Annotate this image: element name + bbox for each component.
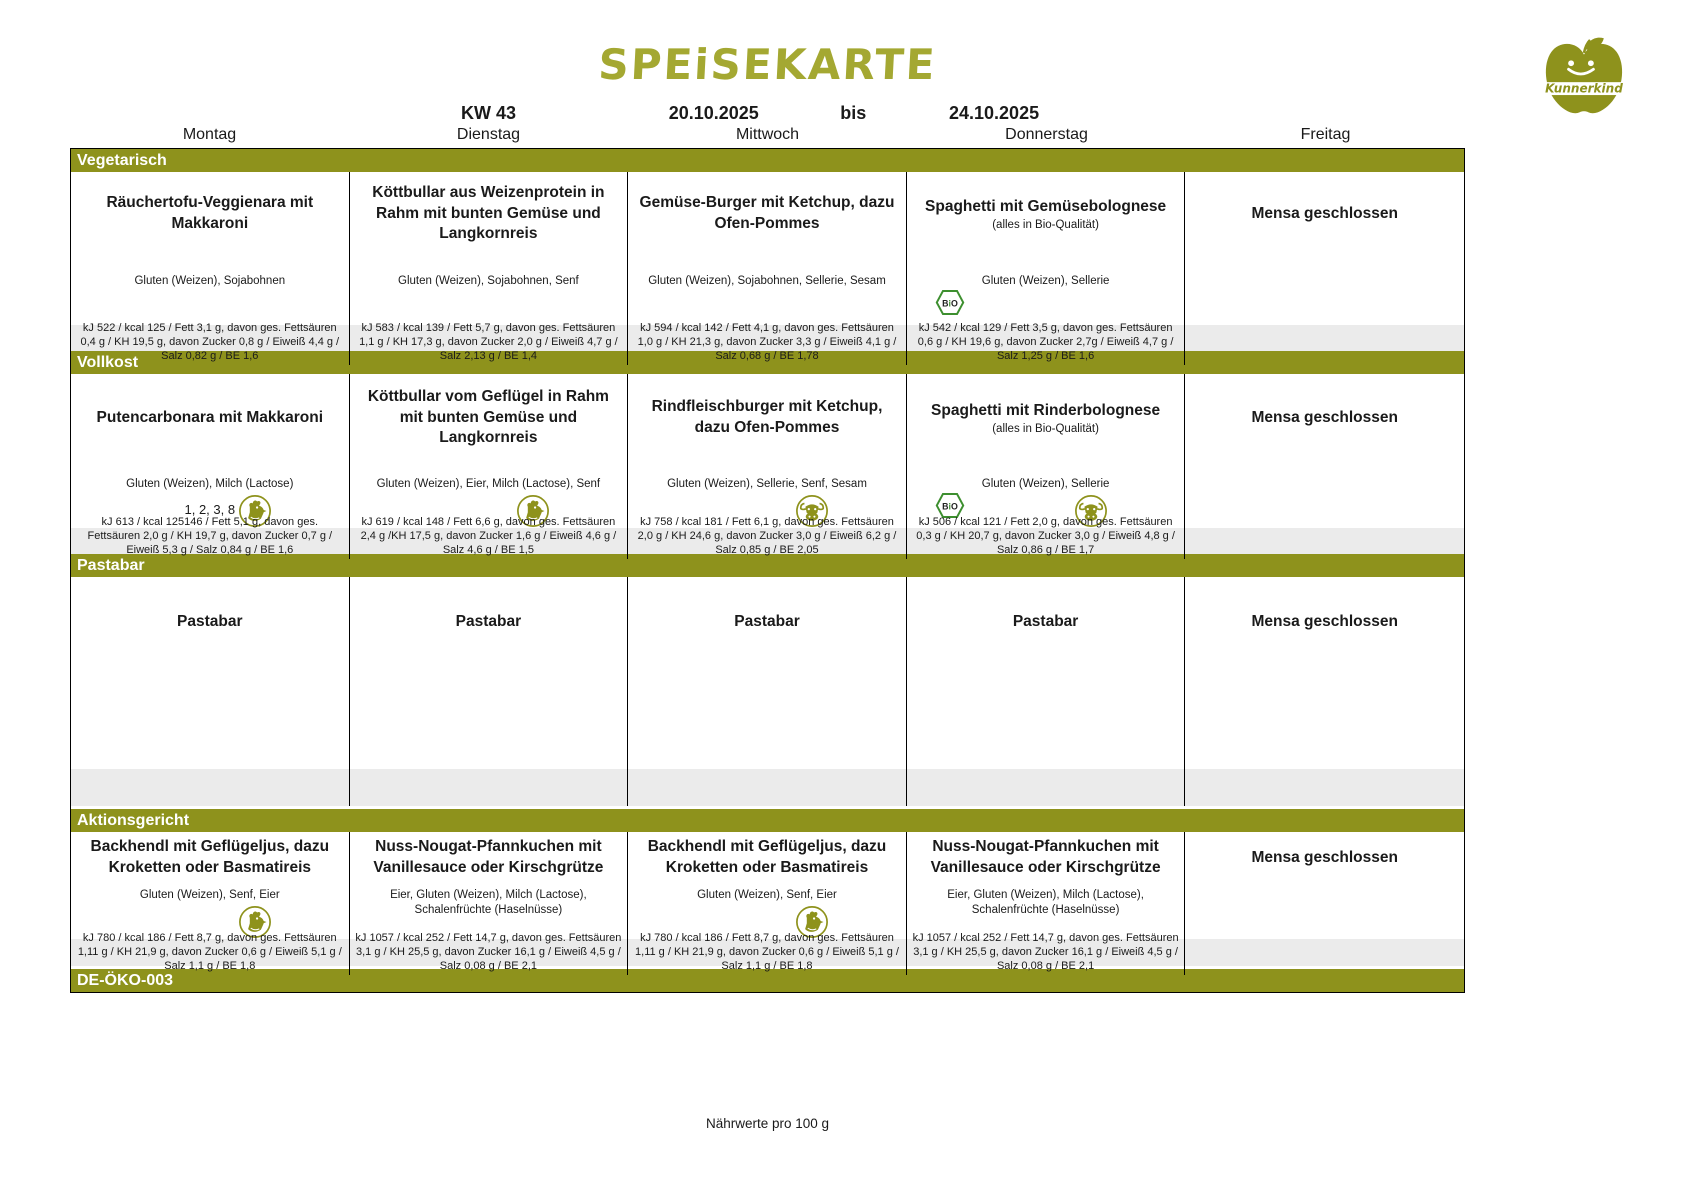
dish-title: Nuss-Nougat-Pfannkuchen mit Vanillesauce oder Kirschgrütze bbox=[930, 838, 1161, 876]
allergen-list: Eier, Gluten (Weizen), Milch (Lactose), Schalenfrüchte (Haselnüsse) bbox=[947, 889, 1144, 916]
dish-title: Spaghetti mit Gemüsebolognese bbox=[925, 197, 1167, 215]
dish-title: Gemüse-Burger mit Ketchup, dazu Ofen-Pommes bbox=[639, 194, 895, 232]
dish-title-box bbox=[638, 172, 896, 256]
menu-cell bbox=[628, 577, 907, 769]
menu-cell bbox=[350, 172, 629, 325]
closed-label: Mensa geschlossen bbox=[1251, 204, 1398, 222]
dish-title-box bbox=[638, 832, 896, 884]
nutrition-info: kJ 583 / kcal 139 / Fett 5,7 g, davon ges. Fettsäuren 1,1 g / KH 17,3 g, davon Zucker 2,0 g / Eiweiß 4,7 g / Salz 2,13 g / BE 1,4 bbox=[350, 319, 629, 365]
dish-title: Pastabar bbox=[177, 612, 243, 630]
allergen-list: Gluten (Weizen), Sellerie bbox=[981, 275, 1110, 287]
nutrition-info: kJ 780 / kcal 186 / Fett 8,7 g, davon ges. Fettsäuren 1,11 g / KH 21,9 g, davon Zucker 0,6 g / Eiweiß 5,1 g / Salz 1,1 g / BE 1,8 bbox=[71, 929, 350, 975]
dish-title: Nuss-Nougat-Pfannkuchen mit Vanillesauce oder Kirschgrütze bbox=[373, 838, 604, 876]
menu-cell bbox=[71, 172, 350, 325]
dish-title: Backhendl mit Geflügeljus, dazu Kroketten oder Basmatireis bbox=[90, 838, 330, 876]
dish-title-box bbox=[360, 374, 618, 462]
section-band-voll-label: Vollkost bbox=[77, 353, 139, 371]
menu-cell bbox=[628, 832, 907, 939]
menu-cell bbox=[350, 374, 629, 528]
dish-title-box bbox=[638, 374, 896, 462]
dish-title-box bbox=[81, 832, 339, 884]
dish-title: Putencarbonara mit Makkaroni bbox=[96, 408, 324, 426]
allergen-list: Gluten (Weizen), Sellerie bbox=[981, 478, 1110, 490]
allergen-list: Gluten (Weizen), Senf, Eier bbox=[697, 889, 837, 901]
nutrition-row-voll bbox=[71, 513, 1464, 557]
nutrition-info: kJ 594 / kcal 142 / Fett 4,1 g, davon ges. Fettsäuren 1,0 g / KH 21,3 g, davon Zucker 3,3 g / Eiweiß 4,1 g / Salz 0,68 g / BE 1,78 bbox=[628, 319, 907, 365]
page-title: SPEiSEKARTE bbox=[597, 40, 938, 89]
allergen-list: Gluten (Weizen), Sojabohnen, Sellerie, Sesam bbox=[648, 275, 886, 287]
nutrition-info: kJ 542 / kcal 129 / Fett 3,5 g, davon ges. Fettsäuren 0,6 g / KH 19,6 g, davon Zucker 2,7g / Eiweiß 4,7 g / Salz 1,25 g / BE 1,6 bbox=[907, 319, 1186, 365]
dish-title: Backhendl mit Geflügeljus, dazu Kroketten oder Basmatireis bbox=[647, 838, 887, 876]
menu-cell bbox=[350, 577, 629, 769]
section-band-veg bbox=[71, 149, 1464, 172]
dish-title: Rindfleischburger mit Ketchup, dazu Ofen-Pommes bbox=[651, 398, 883, 436]
dish-title: Köttbullar vom Geflügel in Rahm mit bunten Gemüse und Langkornreis bbox=[367, 387, 609, 447]
dish-title-box bbox=[917, 577, 1175, 667]
dish-title-box bbox=[1195, 832, 1454, 884]
menu-cell-closed bbox=[1185, 577, 1464, 769]
dish-title-box bbox=[917, 832, 1175, 884]
menu-cell bbox=[628, 172, 907, 325]
nutrition-info: kJ 506 / kcal 121 / Fett 2,0 g, davon ges. Fettsäuren 0,3 g / KH 20,7 g, davon Zucker 3,0 g / Eiweiß 4,8 g / Salz 0,86 g / BE 1,7 bbox=[907, 513, 1186, 559]
section-band-akt bbox=[71, 809, 1464, 832]
menu-cell bbox=[907, 832, 1186, 939]
company-logo bbox=[1532, 34, 1636, 120]
menu-table bbox=[70, 148, 1465, 993]
nutrition-info: kJ 780 / kcal 186 / Fett 8,7 g, davon ges. Fettsäuren 1,11 g / KH 21,9 g, davon Zucker 0,6 g / Eiweiß 5,1 g / Salz 1,1 g / BE 1,8 bbox=[628, 929, 907, 975]
dish-title-box bbox=[360, 577, 618, 667]
date-from: 20.10.2025 bbox=[668, 103, 759, 123]
allergen-list: Gluten (Weizen), Sojabohnen bbox=[134, 275, 286, 287]
closed-label: Mensa geschlossen bbox=[1251, 612, 1398, 630]
menu-cell bbox=[907, 374, 1186, 528]
date-to: 24.10.2025 bbox=[949, 103, 1040, 123]
nutrition-info bbox=[907, 769, 1186, 806]
day-label-freitag: Freitag bbox=[1300, 126, 1351, 143]
dish-title-box bbox=[360, 832, 618, 884]
nutrition-info bbox=[1185, 513, 1464, 559]
dish-title-box bbox=[81, 374, 339, 462]
dish-title: Köttbullar aus Weizenprotein in Rahm mit bunten Gemüse und Langkornreis bbox=[372, 183, 605, 243]
nutrition-info bbox=[628, 769, 907, 806]
day-label-dienstag: Dienstag bbox=[456, 126, 521, 143]
date-separator: bis bbox=[840, 103, 867, 123]
nutrition-info: kJ 1057 / kcal 252 / Fett 14,7 g, davon ges. Fettsäuren 3,1 g / KH 25,5 g, davon Zucker 16,1 g / Eiweiß 4,5 g / Salz 0,08 g / BE 2,1 bbox=[350, 929, 629, 975]
week-number: KW 43 bbox=[460, 103, 516, 123]
week-header-row bbox=[70, 103, 1465, 124]
allergen-list: Gluten (Weizen), Sellerie, Senf, Sesam bbox=[667, 478, 867, 490]
allergen-list: Gluten (Weizen), Eier, Milch (Lactose), Senf bbox=[376, 478, 601, 490]
dish-title: Pastabar bbox=[455, 612, 522, 630]
allergen-list: Eier, Gluten (Weizen), Milch (Lactose), Schalenfrüchte (Haselnüsse) bbox=[390, 889, 587, 916]
logo-text: Kunnerkind bbox=[1545, 81, 1623, 96]
allergen-list: Gluten (Weizen), Senf, Eier bbox=[139, 889, 280, 901]
dish-title-box bbox=[638, 577, 896, 667]
nutrition-info: kJ 619 / kcal 148 / Fett 6,6 g, davon ges. Fettsäuren 2,4 g /KH 17,5 g, davon Zucker 1,6 g / Eiweiß 4,6 g / Salz 4,6 g / BE 1,5 bbox=[350, 513, 629, 559]
menu-cell bbox=[628, 374, 907, 528]
closed-label: Mensa geschlossen bbox=[1251, 408, 1398, 426]
day-header-row bbox=[70, 126, 1465, 144]
bio-certification-band-label: DE-ÖKO-003 bbox=[77, 971, 174, 989]
dish-title-box bbox=[1195, 577, 1454, 667]
nutrition-info: kJ 613 / kcal 125146 / Fett 5,1 g, davon ges. Fettsäuren 2,0 g / KH 19,7 g, davon Zucker 0,7 g / Eiweiß 5,3 g / Salz 0,84 g / BE 1,6 bbox=[71, 513, 350, 559]
closed-label: Mensa geschlossen bbox=[1251, 848, 1398, 866]
menu-cell bbox=[907, 172, 1186, 325]
apple-logo-icon bbox=[1532, 34, 1636, 120]
dish-title-box bbox=[81, 172, 339, 256]
menu-cell-closed bbox=[1185, 374, 1464, 528]
section-band-veg-label: Vegetarisch bbox=[77, 151, 167, 169]
section-veg-row bbox=[71, 172, 1464, 319]
menu-cell bbox=[907, 577, 1186, 769]
section-band-pasta-label: Pastabar bbox=[77, 556, 145, 574]
dish-title-box bbox=[81, 577, 339, 667]
dish-title-box bbox=[1195, 172, 1454, 256]
day-label-mittwoch: Mittwoch bbox=[735, 126, 800, 143]
dish-title-box bbox=[360, 172, 618, 256]
dish-title: Spaghetti mit Rinderbolognese bbox=[931, 401, 1161, 419]
menu-cell-closed bbox=[1185, 172, 1464, 325]
nutrition-info bbox=[350, 769, 629, 806]
day-label-donnerstag: Donnerstag bbox=[1005, 126, 1088, 143]
menu-cell-closed bbox=[1185, 832, 1464, 939]
section-voll-row bbox=[71, 374, 1464, 517]
dish-subtitle: (alles in Bio-Qualität) bbox=[992, 423, 1099, 436]
nutrition-info bbox=[1185, 769, 1464, 806]
dish-title: Pastabar bbox=[1012, 612, 1079, 630]
nutrition-row-pasta bbox=[71, 769, 1464, 806]
section-band-akt-label: Aktionsgericht bbox=[77, 811, 190, 829]
nutrition-info: kJ 522 / kcal 125 / Fett 3,1 g, davon ges. Fettsäuren 0,4 g / KH 19,5 g, davon Zucker 0,8 g / Eiweiß 4,4 g / Salz 0,82 g / BE 1,6 bbox=[71, 319, 350, 365]
dish-title-box bbox=[1195, 374, 1454, 462]
menu-cell bbox=[71, 577, 350, 769]
dish-subtitle: (alles in Bio-Qualität) bbox=[992, 219, 1099, 232]
nutrition-info bbox=[1185, 929, 1464, 975]
allergen-list: Gluten (Weizen), Milch (Lactose) bbox=[126, 478, 294, 490]
nutrition-note: Nährwerte pro 100 g bbox=[705, 1116, 830, 1131]
day-label-montag: Montag bbox=[182, 126, 237, 143]
nutrition-info bbox=[71, 769, 350, 806]
section-akt-row bbox=[71, 832, 1464, 929]
dish-title: Räuchertofu-Veggienara mit Makkaroni bbox=[106, 194, 314, 232]
svg-text:BiO: BiO bbox=[941, 298, 958, 309]
nutrition-info: kJ 1057 / kcal 252 / Fett 14,7 g, davon ges. Fettsäuren 3,1 g / KH 25,5 g, davon Zucker 16,1 g / Eiweiß 4,5 g / Salz 0,08 g / BE 2,1 bbox=[907, 929, 1186, 975]
nutrition-row-akt bbox=[71, 929, 1464, 973]
section-pasta-row bbox=[71, 577, 1464, 769]
menu-cell bbox=[71, 374, 350, 528]
dish-title: Pastabar bbox=[734, 612, 800, 630]
menu-cell bbox=[350, 832, 629, 939]
menu-cell bbox=[71, 832, 350, 939]
dish-title-box bbox=[917, 374, 1175, 462]
dish-title-box bbox=[917, 172, 1175, 256]
nutrition-info bbox=[1185, 319, 1464, 365]
additive-numbers: 1, 2, 3, 8 bbox=[184, 501, 236, 517]
nutrition-info: kJ 758 / kcal 181 / Fett 6,1 g, davon ges. Fettsäuren 2,0 g / KH 24,6 g, davon Zucker 3,0 g / Eiweiß 6,2 g / Salz 0,85 g / BE 2,05 bbox=[628, 513, 907, 559]
allergen-list: Gluten (Weizen), Sojabohnen, Senf bbox=[398, 275, 579, 287]
svg-text:BiO: BiO bbox=[941, 501, 958, 512]
